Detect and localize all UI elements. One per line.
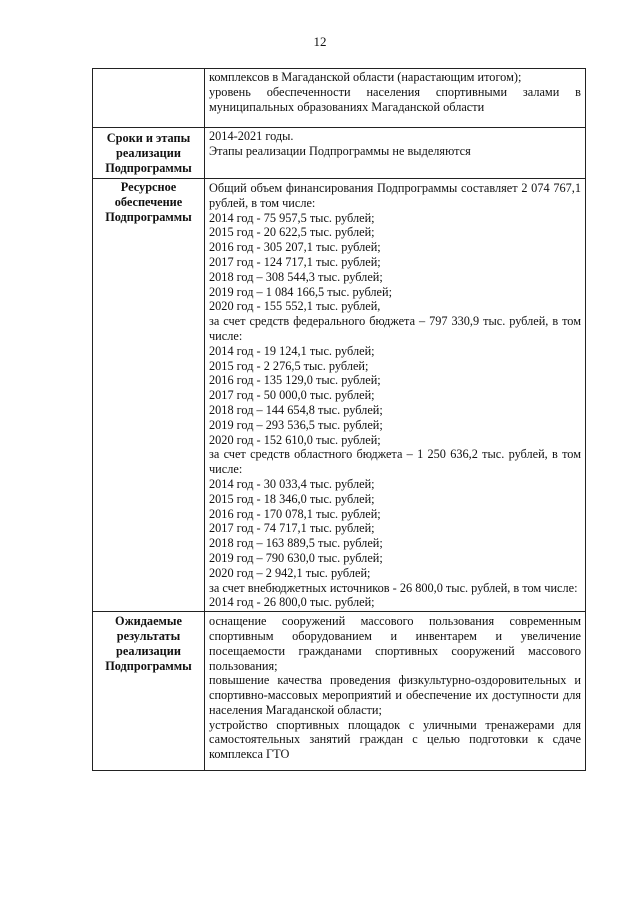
- table-row-results: [93, 612, 586, 771]
- text-line: 2019 год – 1 084 166,5 тыс. рублей;: [209, 284, 392, 299]
- row-label-resources: Ресурсное обеспечение Подпрограммы: [93, 179, 205, 612]
- passport-table: [92, 68, 586, 771]
- text-line: 2019 год – 790 630,0 тыс. рублей;: [209, 550, 383, 565]
- text-line: 2014 год - 26 800,0 тыс. рублей;: [209, 595, 375, 610]
- text-line: 2014-2021 годы.: [209, 129, 294, 143]
- text-line: 2015 год - 20 622,5 тыс. рублей;: [209, 225, 375, 240]
- table-row-resources: [93, 179, 586, 612]
- text-line: 2017 год - 50 000,0 тыс. рублей;: [209, 388, 375, 403]
- text-line: устройство спортивных площадок с уличными тренажерами для самостоятельных занятий граждан с целью подготовки к сдаче комплекса ГТО: [209, 717, 581, 762]
- text-line: 2015 год - 2 276,5 тыс. рублей;: [209, 358, 369, 373]
- text-line: 2016 год - 170 078,1 тыс. рублей;: [209, 506, 381, 521]
- row-content-resources: [205, 179, 586, 612]
- text-line: 2016 год - 135 129,0 тыс. рублей;: [209, 373, 381, 388]
- text-line: 2017 год - 124 717,1 тыс. рублей;: [209, 254, 381, 269]
- row-content-terms: [205, 128, 586, 179]
- row-label-terms: Сроки и этапы реализации Подпрограммы: [93, 128, 205, 179]
- text-line: за счет внебюджетных источников - 26 800,0 тыс. рублей, в том числе:: [209, 580, 578, 595]
- text-line: комплексов в Магаданской области (нарастающим итогом);: [209, 70, 522, 84]
- text-line: 2018 год – 144 654,8 тыс. рублей;: [209, 402, 383, 417]
- text-line: 2014 год - 30 033,4 тыс. рублей;: [209, 476, 375, 491]
- text-line: 2014 год - 75 957,5 тыс. рублей;: [209, 210, 375, 225]
- text-line: 2016 год - 305 207,1 тыс. рублей;: [209, 240, 381, 255]
- text-line: 2020 год – 2 942,1 тыс. рублей;: [209, 565, 371, 580]
- text-line: за счет средств федерального бюджета – 797 330,9 тыс. рублей, в том числе:: [209, 314, 581, 343]
- text-line: оснащение сооружений массового пользования современным спортивным оборудованием и инвентарем и увеличение посещаемости гражданами спортивных сооружений массового пользования;: [209, 614, 581, 673]
- text-line: повышение качества проведения физкультурно-оздоровительных и спортивно-массовых мероприятий и обеспечение их доступности для населения Магаданской области;: [209, 673, 581, 717]
- text-line: 2018 год – 163 889,5 тыс. рублей;: [209, 536, 383, 551]
- text-line: 2015 год - 18 346,0 тыс. рублей;: [209, 491, 375, 506]
- row-label-results: Ожидаемые результаты реализации Подпрограммы: [93, 612, 205, 771]
- text-line: 2020 год - 152 610,0 тыс. рублей;: [209, 432, 381, 447]
- text-line: 2017 год - 74 717,1 тыс. рублей;: [209, 521, 375, 536]
- text-line: Общий объем финансирования Подпрограммы составляет 2 074 767,1 рублей, в том числе:: [209, 181, 581, 210]
- text-line: 2020 год - 155 552,1 тыс. рублей,: [209, 299, 381, 314]
- row-label-empty: [93, 69, 205, 128]
- text-line: Этапы реализации Подпрограммы не выделяются: [209, 143, 471, 158]
- text-line: 2014 год - 19 124,1 тыс. рублей;: [209, 343, 375, 358]
- row-content-results: [205, 612, 586, 771]
- row-content-continuation: [205, 69, 586, 128]
- table-row-continuation: [93, 69, 586, 128]
- text-line: 2018 год – 308 544,3 тыс. рублей;: [209, 269, 383, 284]
- text-line: за счет средств областного бюджета – 1 250 636,2 тыс. рублей, в том числе:: [209, 447, 581, 477]
- page-number: 12: [313, 34, 327, 49]
- text-line: 2019 год – 293 536,5 тыс. рублей;: [209, 417, 383, 432]
- table-row-terms: [93, 128, 586, 179]
- text-line: уровень обеспеченности населения спортивными залами в муниципальных образованиях Магаданской области: [209, 84, 581, 114]
